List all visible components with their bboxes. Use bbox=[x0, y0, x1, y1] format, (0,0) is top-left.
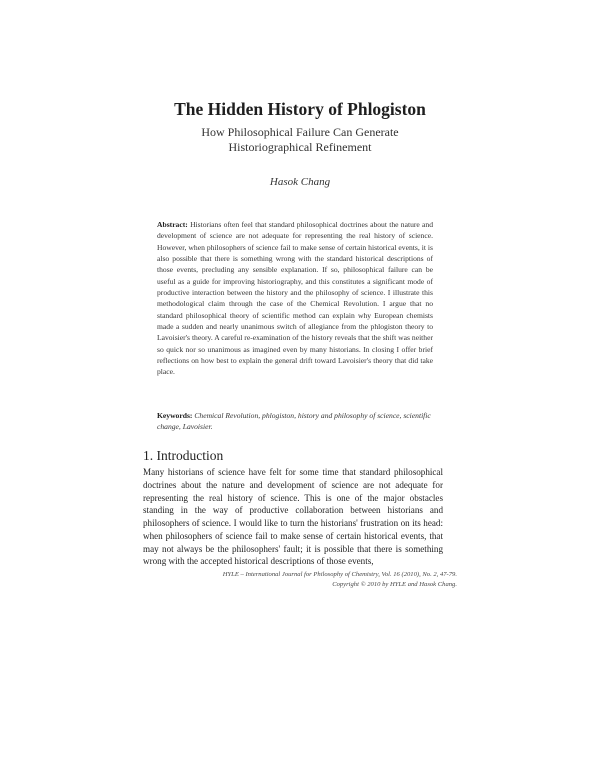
paper-title: The Hidden History of Phlogiston bbox=[174, 99, 426, 119]
paper-subtitle bbox=[0, 125, 600, 155]
keywords-label: Keywords: bbox=[157, 411, 195, 420]
abstract-label: Abstract: bbox=[157, 220, 191, 229]
subtitle-line-2: Historiographical Refinement bbox=[228, 140, 372, 154]
abstract-text: Historians often feel that standard philosophical doctrines about the nature and development of science are not adequate for representing the real history of science. However, when philosophers of science fail to make sense of certain historical events, it is also possible that there is something wrong with the standard historical descriptions of those events, precluding any sensible explanation. If so, philosophical failure can be useful as a guide for improving historiography, and this constitutes a significant mode of productive interaction between the history and the philosophy of science. I illustrate this methodological claim through the case of the Chemical Revolution. I argue that no standard philosophical theory of scientific method can explain why European chemists made a sudden and nearly unanimous switch of allegiance from the phlogiston theory to Lavoisier's theory. A careful re-examination of the history reveals that the shift was neither so quick nor so unanimous as imagined even by many historians. In closing I offer brief reflections on how best to explain the general drift toward Lavoisier's theory that did take place. bbox=[157, 220, 434, 377]
copyright-notice: Copyright © 2010 by HYLE and Hasok Chang. bbox=[332, 580, 457, 588]
page-footer bbox=[137, 570, 457, 589]
abstract-block bbox=[157, 219, 433, 378]
keywords-block bbox=[157, 410, 433, 433]
keywords-text: Chemical Revolution, phlogiston, history and philosophy of science, scientific change, Lavoisier. bbox=[157, 411, 431, 432]
journal-citation: HYLE – International Journal for Philosophy of Chemistry, Vol. 16 (2010), No. 2, 47-79. bbox=[222, 571, 457, 578]
section-heading: 1. Introduction bbox=[143, 448, 224, 463]
section-body-text: Many historians of science have felt for some time that standard philosophical doctrines about the nature and development of science are not adequate for representing the real history of science. This is one of the major obstacles standing in the way of productive collaboration between historians and philosophers of science. I would like to turn the historians' frustration on its head: when philosophers of science fail to make sense of certain historical events, that may not always be the philosophers' fault; it is possible that there is something wrong with the accepted historical descriptions of those events, bbox=[143, 467, 443, 567]
author-name: Hasok Chang bbox=[269, 176, 331, 188]
subtitle-line-1: How Philosophical Failure Can Generate bbox=[201, 125, 399, 139]
